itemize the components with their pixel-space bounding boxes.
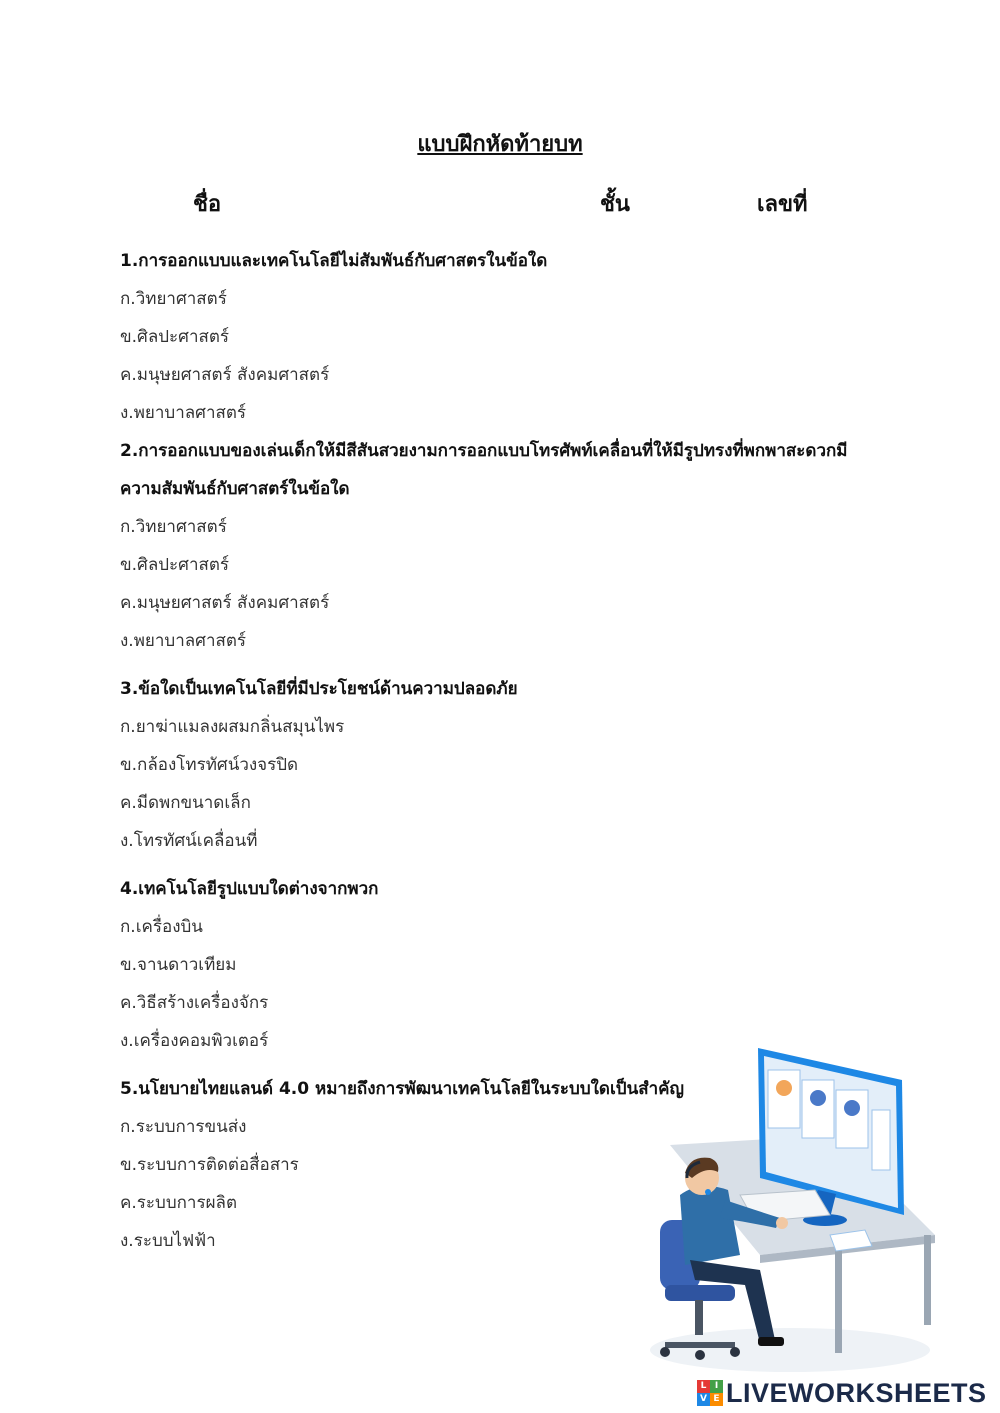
question-5-option-a: ก.ระบบการขนส่ง (120, 1117, 247, 1137)
question-3-option-a: ก.ยาฆ่าแมลงผสมกลิ่นสมุนไพร (120, 717, 345, 737)
screen-card-3 (836, 1090, 868, 1148)
logo-tile-3: V (697, 1393, 710, 1406)
chair-wheel-left (660, 1347, 670, 1357)
liveworksheets-logo-icon (697, 1380, 723, 1406)
chair-seat (665, 1285, 735, 1301)
screen-card-2 (802, 1080, 834, 1138)
question-5-option-d: ง.ระบบไฟฟ้า (120, 1231, 216, 1251)
screen-card-1 (768, 1070, 800, 1128)
screen-avatar-2 (810, 1090, 826, 1106)
class-label: ชั้น (600, 192, 630, 217)
logo-tile-4: E (710, 1393, 723, 1406)
question-2-option-c: ค.มนุษยศาสตร์ สังคมศาสตร์ (120, 593, 330, 613)
headset-mic (705, 1189, 711, 1195)
question-4-option-a: ก.เครื่องบิน (120, 917, 203, 937)
question-2-text-line-2: ความสัมพันธ์กับศาสตร์ในข้อใด (120, 479, 350, 499)
liveworksheets-logo (697, 1376, 987, 1410)
question-4-option-b: ข.จานดาวเทียม (120, 955, 237, 975)
question-1-text: 1.การออกแบบและเทคโนโลยีไม่สัมพันธ์กับศาสตรในข้อใด (120, 251, 548, 271)
question-1-option-b: ข.ศิลปะศาสตร์ (120, 327, 230, 347)
question-1-option-a: ก.วิทยาศาสตร์ (120, 289, 227, 309)
desk-leg-right (924, 1235, 931, 1325)
liveworksheets-logo-text: LIVEWORKSHEETS (726, 1377, 987, 1408)
question-4-option-d: ง.เครื่องคอมพิวเตอร์ (120, 1031, 269, 1051)
person-hand (776, 1217, 788, 1229)
question-2-option-a: ก.วิทยาศาสตร์ (120, 517, 227, 537)
question-4-option-c: ค.วิธีสร้างเครื่องจักร (120, 993, 269, 1013)
person-at-computer-illustration (640, 1040, 960, 1379)
chair-wheel-middle (695, 1350, 705, 1360)
illustration-svg (640, 1040, 960, 1375)
chair-wheel-right (730, 1347, 740, 1357)
question-1-option-d: ง.พยาบาลศาสตร์ (120, 403, 247, 423)
question-3-option-c: ค.มีดพกขนาดเล็ก (120, 793, 251, 813)
question-3-option-b: ข.กล้องโทรทัศน์วงจรปิด (120, 755, 299, 775)
screen-sidebar (872, 1110, 890, 1170)
question-4-text: 4.เทคโนโลยีรูปแบบใดต่างจากพวก (120, 879, 379, 899)
question-5-text: 5.นโยบายไทยแลนด์ 4.0 หมายถึงการพัฒนาเทคโนโลยีในระบบใดเป็นสำคัญ (120, 1079, 684, 1099)
question-5-option-b: ข.ระบบการติดต่อสื่อสาร (120, 1155, 299, 1175)
floor-shadow (650, 1328, 930, 1372)
question-2-option-b: ข.ศิลปะศาสตร์ (120, 555, 230, 575)
worksheet-title: แบบฝึกหัดท้ายบท (417, 132, 583, 157)
screen-avatar-1 (776, 1080, 792, 1096)
desk-leg-front (835, 1243, 842, 1353)
question-2-option-d: ง.พยาบาลศาสตร์ (120, 631, 247, 651)
question-2-text-line-1: 2.การออกแบบของเล่นเด็กให้มีสีสันสวยงามการออกแบบโทรศัพท์เคลื่อนที่ให้มีรูปทรงที่พกพาสะดวกมี (120, 441, 848, 461)
logo-tile-1: L (697, 1380, 710, 1393)
question-3-text: 3.ข้อใดเป็นเทคโนโลยีที่มีประโยชน์ด้านความปลอดภัย (120, 679, 518, 699)
question-1-option-c: ค.มนุษยศาสตร์ สังคมศาสตร์ (120, 365, 330, 385)
name-label: ชื่อ (193, 192, 222, 217)
question-3-option-d: ง.โทรทัศน์เคลื่อนที่ (120, 831, 258, 851)
person-shoe (758, 1337, 784, 1346)
logo-tile-2: I (710, 1380, 723, 1393)
chair-post (695, 1300, 703, 1335)
number-label: เลขที่ (757, 192, 808, 217)
screen-avatar-3 (844, 1100, 860, 1116)
question-5-option-c: ค.ระบบการผลิต (120, 1193, 238, 1213)
